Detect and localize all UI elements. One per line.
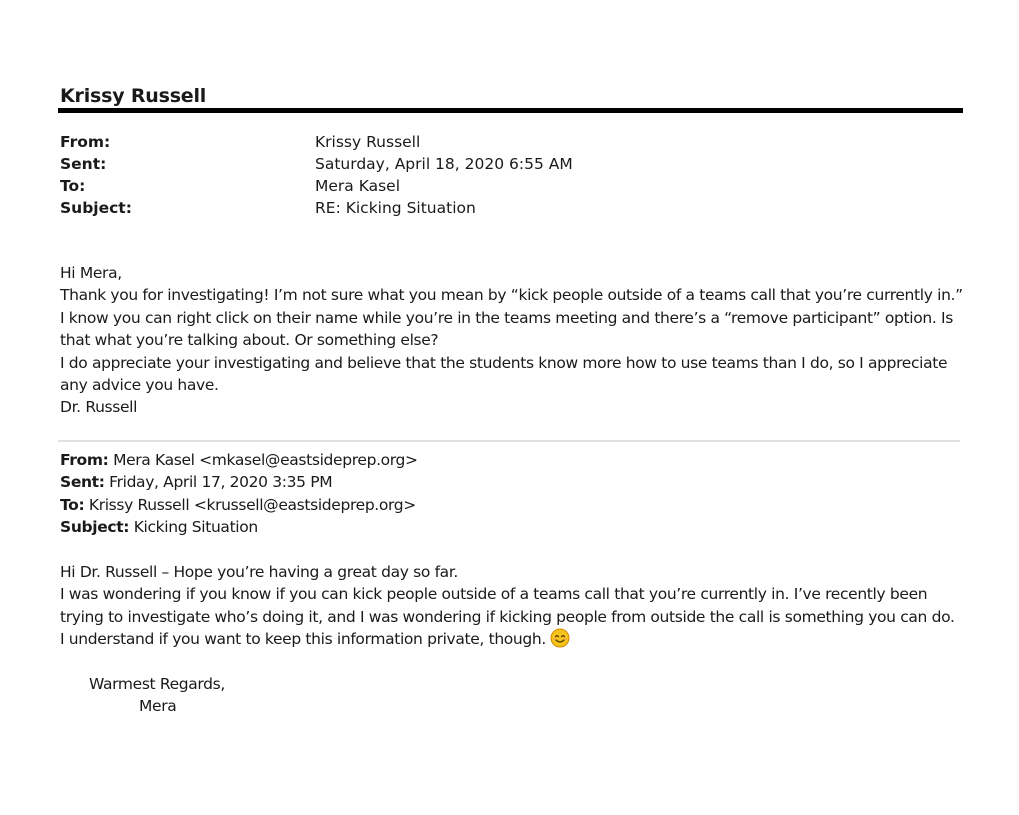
original-body [60, 561, 970, 651]
header-from-label: From: [60, 133, 111, 151]
original-signature: Mera [139, 697, 177, 715]
header-subject-row [60, 197, 573, 219]
header-sent-value: Saturday, April 18, 2020 6:55 AM [315, 155, 573, 173]
email-header [60, 131, 573, 219]
original-sent-value: Friday, April 17, 2020 3:35 PM [109, 473, 333, 492]
reply-signature: Dr. Russell [60, 398, 138, 417]
original-from-row [60, 449, 418, 471]
reply-paragraph-1: Thank you for investigating! I’m not sure what you mean by “kick people outside of a teams call that you’re currently in.” I know you can right click on their name while you’re in the teams meeting and there’s a “remove participant” option. Is that what you’re talking about. Or something else? [60, 286, 963, 350]
original-to-label: To: [60, 495, 85, 514]
original-paragraph-2-line [60, 628, 970, 650]
original-to-value: Krissy Russell <krussell@eastsideprep.org> [88, 495, 416, 514]
quoted-divider [58, 440, 960, 442]
header-sent-label: Sent: [60, 155, 107, 173]
header-from-row [60, 131, 573, 153]
original-sent-row [60, 471, 418, 493]
reply-greeting: Hi Mera, [60, 264, 122, 282]
original-header [60, 449, 418, 539]
original-closing: Warmest Regards, [89, 675, 225, 693]
header-to-value: Mera Kasel [315, 177, 401, 195]
header-rule [58, 108, 963, 113]
original-sent-label: Sent: [60, 473, 105, 492]
header-subject-label: Subject: [60, 199, 132, 217]
reply-paragraph-2: I do appreciate your investigating and believe that the students know more how to use teams than I do, so I appreciate any advice you have. [60, 353, 948, 395]
smiling-face-icon [550, 628, 570, 648]
original-subject-value: Kicking Situation [133, 518, 258, 537]
original-to-row [60, 494, 418, 516]
original-from-value: Mera Kasel <mkasel@eastsideprep.org> [113, 451, 418, 469]
email-sender-name: Krissy Russell [60, 85, 207, 107]
original-paragraph-2: I understand if you want to keep this information private, though. [60, 630, 546, 649]
header-sent-row [60, 153, 573, 175]
original-paragraph-1: I was wondering if you know if you can kick people outside of a teams call that you’re currently in. I’ve recently been trying to investigate who’s doing it, and I was wondering if kicking people from outside the call is something you can do. [60, 585, 955, 626]
original-subject-row [60, 516, 418, 538]
header-from-value: Krissy Russell [315, 133, 421, 151]
header-to-row [60, 175, 573, 197]
reply-body [60, 262, 970, 419]
header-to-label: To: [60, 177, 86, 195]
header-subject-value: RE: Kicking Situation [315, 199, 476, 217]
original-from-label: From: [60, 451, 109, 469]
original-greeting: Hi Dr. Russell – Hope you’re having a great day so far. [60, 563, 459, 581]
original-subject-label: Subject: [60, 518, 130, 537]
